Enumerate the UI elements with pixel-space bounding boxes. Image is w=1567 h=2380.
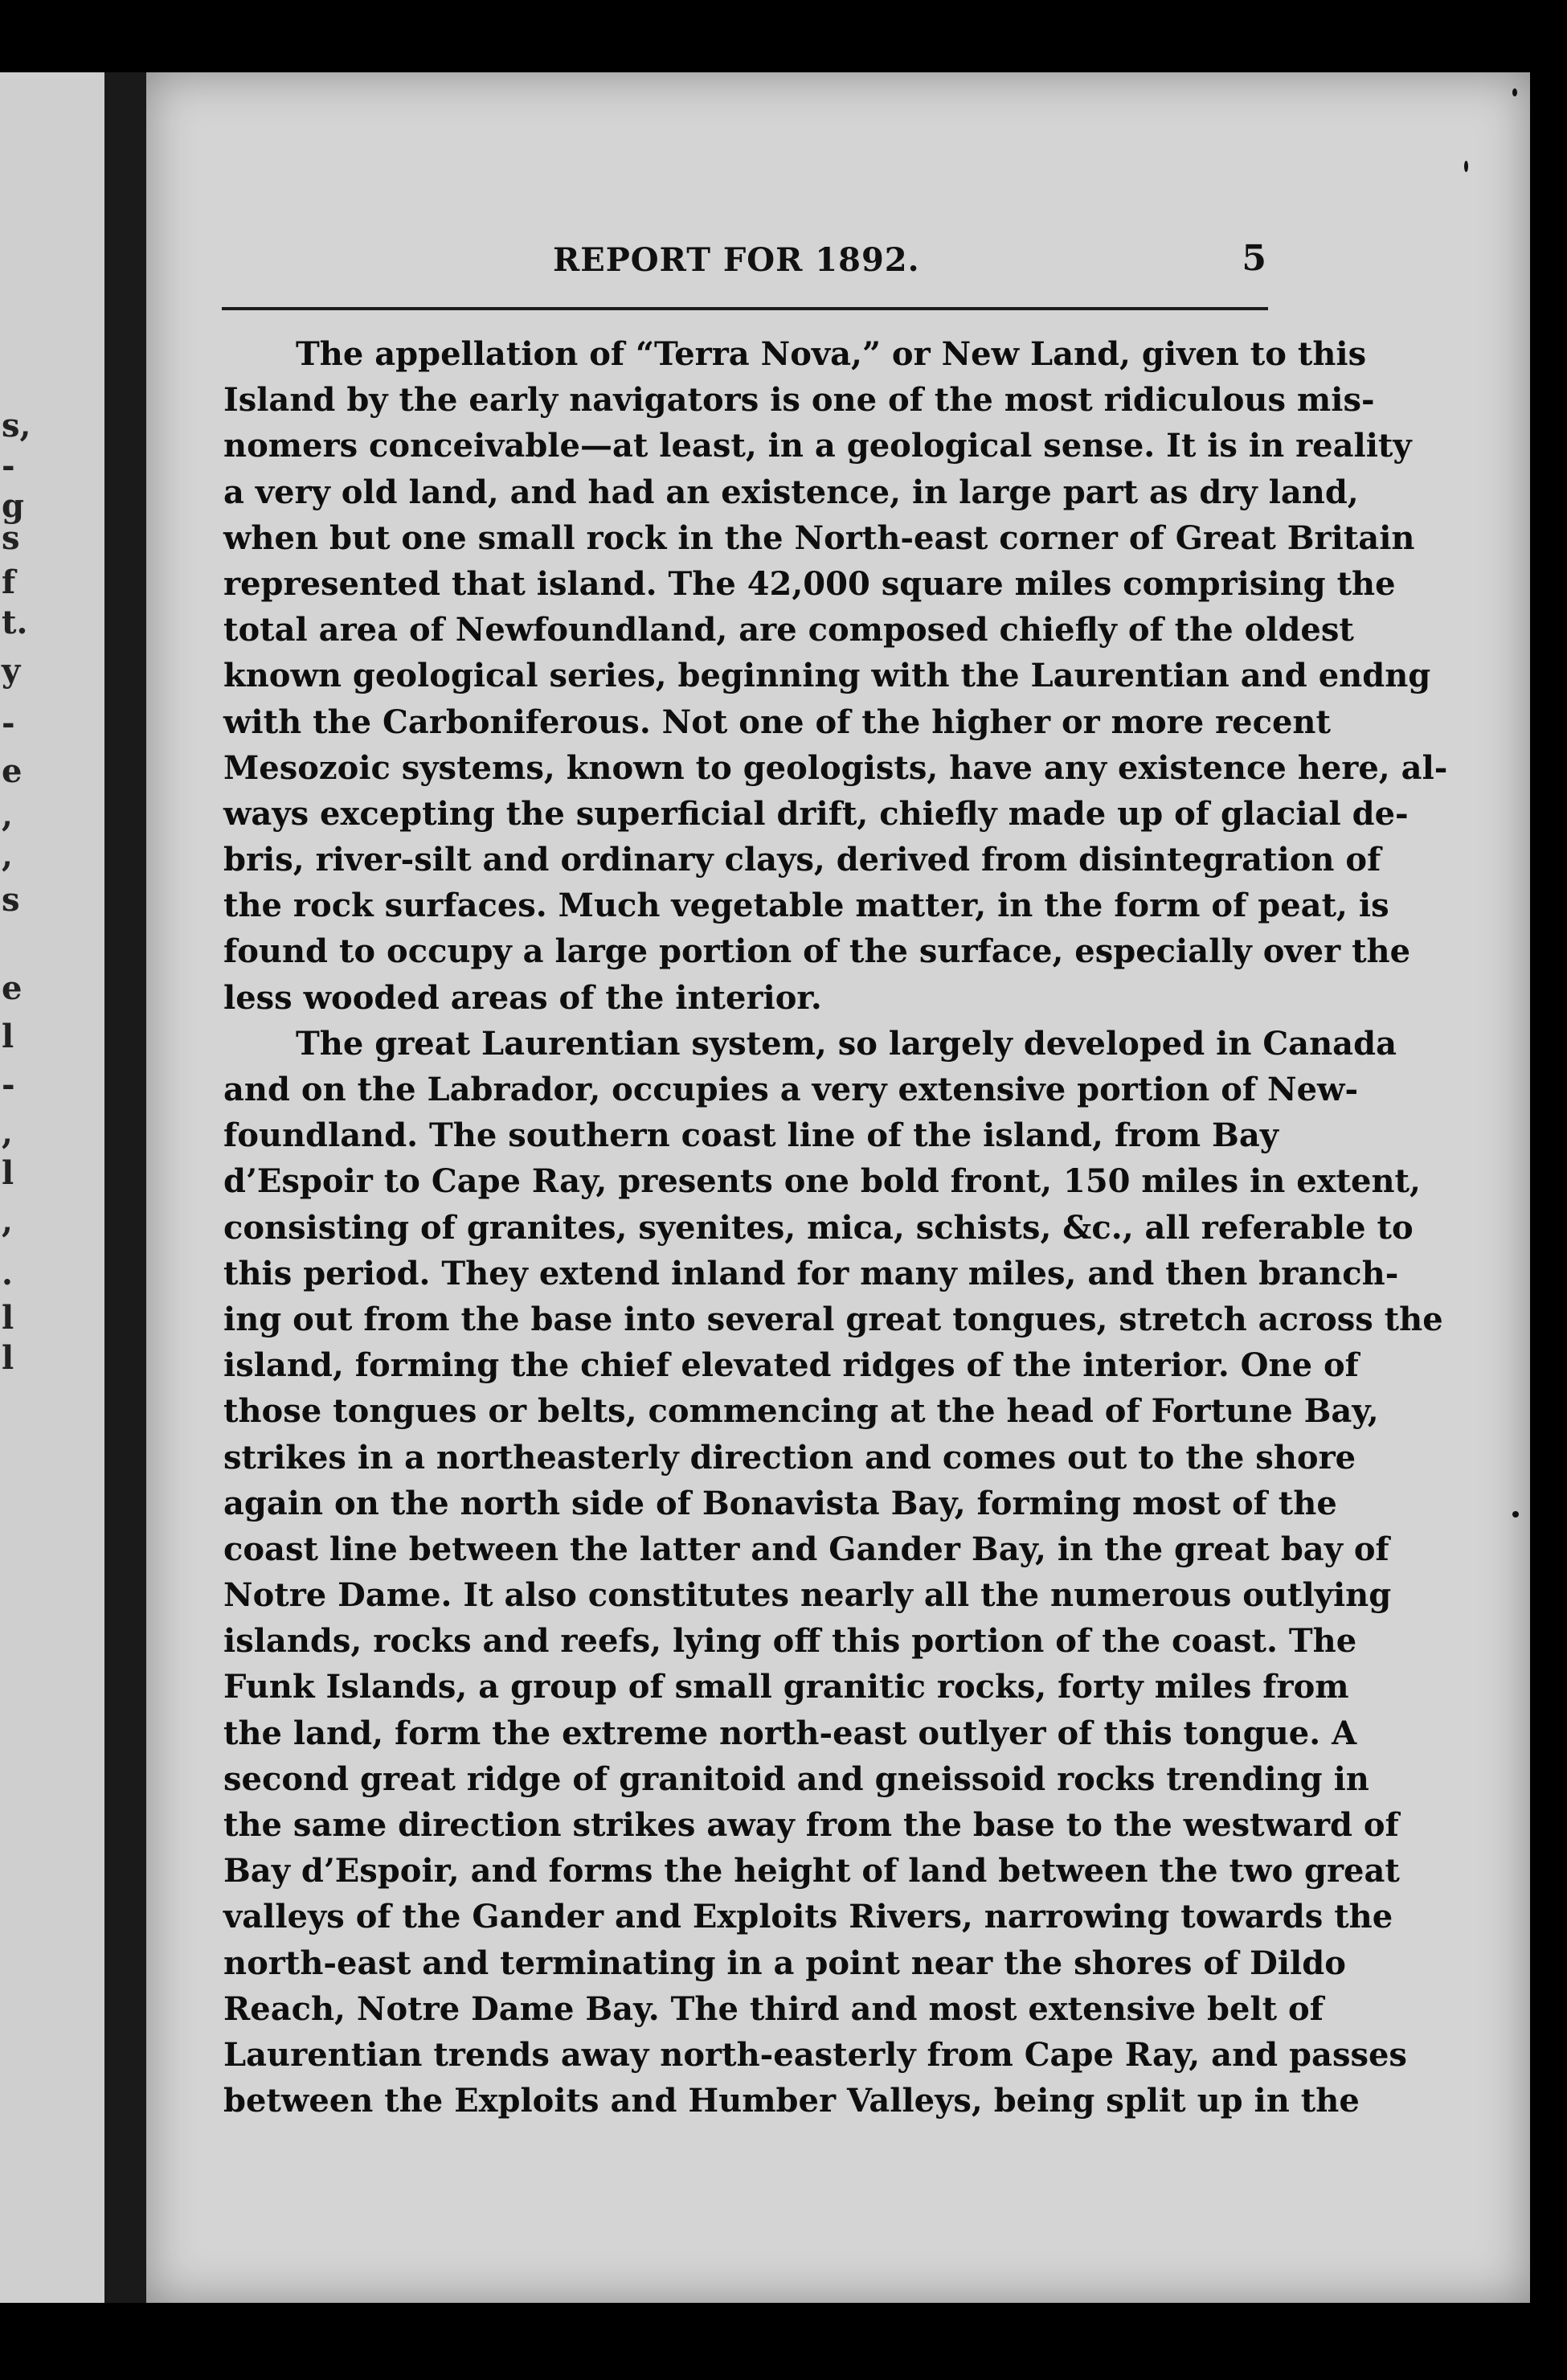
text-line: ing out from the base into several great tongues, stretch across the bbox=[223, 1300, 1443, 1338]
adjacent-page-fragment: s bbox=[2, 881, 20, 919]
scan-speck bbox=[1512, 1511, 1519, 1518]
text-line: total area of Newfoundland, are composed chiefly of the oldest bbox=[223, 611, 1354, 649]
adjacent-page-fragment: , bbox=[2, 1114, 13, 1152]
text-line: second great ridge of granitoid and gneissoid rocks trending in bbox=[223, 1759, 1369, 1798]
text-line: and on the Labrador, occupies a very extensive portion of New- bbox=[223, 1071, 1359, 1108]
text-line: between the Exploits and Humber Valleys, being split up in the bbox=[223, 2082, 1360, 2120]
text-line: consisting of granites, syenites, mica, schists, &c., all referable to bbox=[223, 1208, 1414, 1247]
text-line: the same direction strikes away from the base to the westward of bbox=[223, 1806, 1399, 1844]
adjacent-page-fragment: e bbox=[2, 969, 23, 1007]
paragraph bbox=[223, 1021, 1443, 2124]
text-line: known geological series, beginning with the Laurentian and endng bbox=[223, 657, 1431, 695]
adjacent-page-fragment: f bbox=[2, 563, 16, 601]
text-line: The great Laurentian system, so largely developed in Canada bbox=[296, 1024, 1397, 1063]
text-line: Reach, Notre Dame Bay. The third and most extensive belt of bbox=[223, 1989, 1324, 2028]
adjacent-page-edge bbox=[0, 72, 104, 2303]
adjacent-page-text-fragments bbox=[0, 72, 104, 2303]
adjacent-page-fragment: s, bbox=[2, 407, 31, 444]
adjacent-page-fragment: - bbox=[2, 704, 15, 742]
text-line: bris, river-silt and ordinary clays, derived from disintegration of bbox=[223, 841, 1381, 879]
scan-speck bbox=[1512, 88, 1517, 96]
page-gutter-shadow bbox=[104, 72, 146, 2303]
adjacent-page-fragment: s bbox=[2, 519, 20, 557]
text-line: Bay d’Espoir, and forms the height of land between the two great bbox=[223, 1852, 1400, 1890]
text-line: north-east and terminating in a point near the shores of Dildo bbox=[223, 1944, 1346, 1982]
text-line: foundland. The southern coast line of the island, from Bay bbox=[223, 1116, 1279, 1155]
adjacent-page-fragment: . bbox=[2, 1255, 13, 1292]
adjacent-page-fragment: l bbox=[2, 1018, 14, 1055]
adjacent-page-fragment: y bbox=[2, 652, 21, 690]
adjacent-page-fragment: , bbox=[2, 797, 13, 834]
scanned-page bbox=[146, 72, 1530, 2303]
text-line: with the Carboniferous. Not one of the higher or more recent bbox=[223, 703, 1331, 741]
text-line: Funk Islands, a group of small granitic rocks, forty miles from bbox=[223, 1668, 1349, 1706]
text-line: The appellation of “Terra Nova,” or New Land, given to this bbox=[296, 335, 1367, 373]
adjacent-page-fragment: - bbox=[2, 1066, 15, 1104]
text-line: less wooded areas of the interior. bbox=[223, 978, 822, 1017]
text-line: strikes in a northeasterly direction and comes out to the shore bbox=[223, 1438, 1356, 1477]
text-line: valleys of the Gander and Exploits Rivers, narrowing towards the bbox=[223, 1898, 1393, 1936]
body-text bbox=[223, 331, 1448, 2124]
text-line: found to occupy a large portion of the surface, especially over the bbox=[223, 932, 1411, 971]
text-line: this period. They extend inland for many miles, and then branch- bbox=[223, 1254, 1399, 1292]
text-line: represented that island. The 42,000 square miles comprising the bbox=[223, 564, 1396, 603]
text-line: the rock surfaces. Much vegetable matter, in the form of peat, is bbox=[223, 887, 1389, 925]
text-line: coast line between the latter and Gander Bay, in the great bay of bbox=[223, 1530, 1389, 1568]
page-header bbox=[223, 238, 1268, 299]
running-title: REPORT FOR 1892. bbox=[553, 241, 920, 279]
scan-speck bbox=[1464, 161, 1468, 172]
paragraph bbox=[223, 331, 1448, 1021]
text-line: Laurentian trends away north-easterly from Cape Ray, and passes bbox=[223, 2035, 1407, 2074]
adjacent-page-fragment: g bbox=[2, 487, 24, 525]
header-rule bbox=[222, 307, 1268, 310]
adjacent-page-fragment: , bbox=[2, 837, 13, 875]
page-number: 5 bbox=[1242, 238, 1266, 279]
adjacent-page-fragment: - bbox=[2, 447, 15, 485]
text-line: a very old land, and had an existence, in large part as dry land, bbox=[223, 473, 1359, 511]
text-line: d’Espoir to Cape Ray, presents one bold front, 150 miles in extent, bbox=[223, 1162, 1421, 1201]
text-line: Island by the early navigators is one of the most ridiculous mis- bbox=[223, 381, 1375, 420]
adjacent-page-fragment: l bbox=[2, 1154, 14, 1192]
text-line: those tongues or belts, commencing at the head of Fortune Bay, bbox=[223, 1392, 1379, 1431]
text-line: ways excepting the superficial drift, chiefly made up of glacial de- bbox=[223, 794, 1409, 833]
text-line: when but one small rock in the North-east corner of Great Britain bbox=[223, 518, 1415, 557]
text-line: again on the north side of Bonavista Bay, forming most of the bbox=[223, 1484, 1337, 1522]
adjacent-page-fragment: t. bbox=[2, 604, 28, 641]
text-line: nomers conceivable—at least, in a geological sense. It is in reality bbox=[223, 427, 1412, 465]
text-line: island, forming the chief elevated ridges of the interior. One of bbox=[223, 1346, 1359, 1385]
text-line: Notre Dame. It also constitutes nearly all the numerous outlying bbox=[223, 1576, 1392, 1615]
text-line: Mesozoic systems, known to geologists, have any existence here, al- bbox=[223, 748, 1448, 787]
adjacent-page-fragment: l bbox=[2, 1299, 14, 1337]
text-line: islands, rocks and reefs, lying off this portion of the coast. The bbox=[223, 1622, 1357, 1661]
adjacent-page-fragment: , bbox=[2, 1202, 13, 1240]
text-line: the land, form the extreme north-east outlyer of this tongue. A bbox=[223, 1714, 1357, 1752]
adjacent-page-fragment: e bbox=[2, 752, 23, 790]
adjacent-page-fragment: l bbox=[2, 1339, 14, 1377]
